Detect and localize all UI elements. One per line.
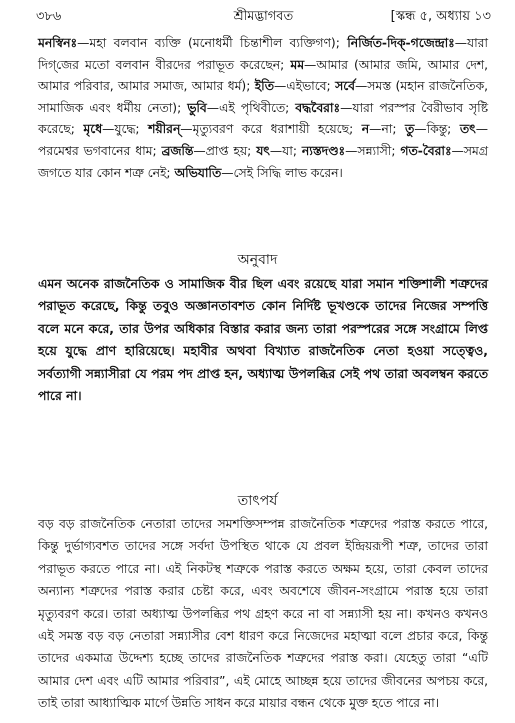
synonym-meaning: যারা দিগ্‌জের মতো বলবান বীরদের পরাভূত করেছেন; [38, 36, 488, 72]
synonym-word: অভিযাতি [174, 165, 222, 180]
synonym-word: ন্যস্তদণ্ডঃ [301, 143, 346, 158]
page-header [36, 6, 491, 28]
synonym-word: তৎ [459, 122, 476, 137]
synonym-meaning: সেই সিদ্ধি লাভ করেন। [233, 165, 343, 180]
synonym-meaning: যুদ্ধে; [114, 122, 140, 137]
synonym-meaning: পরমেশ্বর ভগবানের ধাম; [38, 143, 157, 158]
synonym-word: ভুবি [187, 100, 207, 115]
running-title: শ্রীমদ্ভাগবত [233, 9, 294, 24]
synonym-word: ইতি [254, 79, 274, 94]
synonym-word: নির্জিত-দিক্-গজেন্দ্রাঃ [347, 36, 455, 50]
purport-heading: তাৎপর্য [237, 493, 278, 509]
synonym-word: মম [290, 57, 305, 72]
synonym-meaning: কিন্তু; [426, 122, 452, 137]
synonyms-paragraph: মনস্বিনঃ—মহা বলবান ব্যক্তি (মনোধর্মী চিন্তাশীল ব্যক্তিগণ); নির্জিত-দিক্-গজেন্দ্রাঃ—যারা দিগ্‌জের মতো বলবান বীরদের পরাভূত করেছেন; মম—আমার (আমার জমি, আমার দেশ, আমার পরিবার, আমার সমাজ, আমার ধর্ম); ইতি—এইভাবে; সর্বে—সমস্ত (মহান রাজনৈতিক, সামাজিক এবং ধর্মীয় নেতা); ভুবি—এই পৃথিবীতে; বদ্ধবৈরাঃ—যারা পরস্পর বৈরীভাব সৃষ্টি করেছে; মৃধে—যুদ্ধে; শয়ীরন্—মৃত্যুবরণ করে ধরাশায়ী হয়েছে; ন—না; তু—কিন্তু; তৎ—পরমেশ্বর ভগবানের ধাম; ব্রজন্তি—প্রাপ্ত হয়; যৎ—যা; ন্যস্তদণ্ডঃ—সন্ন্যাসী; গত-বৈরাঃ—সমগ্র জগতে যার কোন শত্রু নেই; অভিযাতি—সেই সিদ্ধি লাভ করেন। [38, 36, 488, 180]
synonym-word: মৃধে [83, 122, 103, 137]
synonym-word: তু [405, 122, 415, 137]
synonym-meaning: যারা পরস্পর বৈরীভাব সৃষ্টি করেছে; [38, 100, 488, 137]
synonym-meaning: আমার (আমার জমি, আমার দেশ, আমার পরিবার, আমার সমাজ, আমার ধর্ম); [38, 57, 488, 94]
synonym-word: ন [361, 122, 370, 137]
synonym-word: মনস্বিনঃ [38, 36, 78, 50]
synonym-meaning: এইভাবে; [286, 79, 331, 94]
synonym-meaning: সমস্ত (মহান রাজনৈতিক, সামাজিক এবং ধর্মীয় নেতা); [38, 79, 488, 115]
page-number: ৩৮৬ [36, 9, 62, 24]
synonym-word: সর্বে [335, 79, 355, 94]
synonym-meaning: প্রাপ্ত হয়; [205, 143, 252, 158]
synonym-word: যৎ [256, 143, 270, 158]
synonym-word: বদ্ধবৈরাঃ [295, 100, 341, 115]
synonym-word: ব্রজন্তি [161, 143, 194, 158]
translation-text: এমন অনেক রাজনৈতিক ও সামাজিক বীর ছিল এবং রয়েছে যারা সমান শক্তিশালী শত্রুদের পরাভূত করেছে, কিন্তু তবুও অজ্ঞানতাবশত কোন নির্দিষ্ট ভূখণ্ডকে তাদের নিজের সম্পত্তি বলে মনে করে, তার উপর অধিকার বিস্তার করার জন্য তারা পরস্পরের সঙ্গে সংগ্রামে লিপ্ত হয়ে যুদ্ধে প্রাণ হারিয়েছে। মহাবীর অথবা বিখ্যাত রাজনৈতিক নেতা হওয়া সত্ত্বেও, সর্বত্যাগী সন্ন্যাসীরা যে পরম পদ প্রাপ্ত হন, অধ্যাত্ম উপলব্ধির সেই পথ তারা অবলম্বন করতে পারে না। [38, 276, 488, 404]
translation-heading: অনুবাদ [237, 252, 278, 268]
synonym-meaning: যা; [282, 143, 297, 158]
synonym-meaning: সন্ন্যাসী; [357, 143, 396, 158]
synonym-meaning: মৃত্যুবরণ করে ধরাশায়ী হয়েছে; [192, 122, 354, 137]
synonym-word: গত-বৈরাঃ [400, 143, 452, 158]
synonym-meaning: সমগ্র জগতে যার কোন শত্রু নেই; [38, 143, 488, 180]
synonym-meaning: না; [381, 122, 397, 137]
synonym-meaning: এই পৃথিবীতে; [219, 100, 290, 115]
synonym-word: শয়ীরন্ [148, 122, 181, 137]
purport-text: বড় বড় রাজনৈতিক নেতারা তাদের সমশক্তিসম্পন্ন রাজনৈতিক শত্রুদের পরাস্ত করতে পারে, কিন্তু দুর্ভাগ্যবশত তাদের সঙ্গে সর্বদা উপস্থিত থাকে যে প্রবল ইন্দ্রিয়রূপী শত্রু, তাদের তারা পরাভূত করতে পারে না। এই নিকটস্থ শত্রুকে পরাস্ত করতে অক্ষম হয়ে, তারা কেবল তাদের অন্যান্য শত্রুদের পরাস্ত করার চেষ্টা করে, এবং অবশেষে জীবন-সংগ্রামে পরাস্ত হয়ে তারা মৃত্যুবরণ করে। তারা অধ্যাত্ম উপলব্ধির পথ গ্রহণ করে না বা সন্ন্যাসী হয় না। কখনও কখনও এই সমস্ত বড় বড় নেতারা সন্ন্যাসীর বেশ ধারণ করে নিজেদের মহাত্মা বলে প্রচার করে, কিন্তু তাদের একমাত্র উদ্দেশ্য হচ্ছে তাদের রাজনৈতিক শত্রুদের পরাস্ত করা। যেহেতু তারা “এটি আমার দেশ এবং এটি আমার পরিবার”, এই মোহে আচ্ছন্ন হয়ে তাদের জীবনের অপচয় করে, তাই তারা আধ্যাত্মিক মার্গে উন্নতি সাধন করে মায়ার বন্ধন থেকে মুক্ত হতে পারে না। [38, 517, 488, 711]
synonym-meaning: মহা বলবান ব্যক্তি (মনোধর্মী চিন্তাশীল ব্যক্তিগণ); [89, 36, 340, 50]
chapter-reference: [স্কন্ধ ৫, অধ্যায় ১৩ [390, 9, 491, 24]
